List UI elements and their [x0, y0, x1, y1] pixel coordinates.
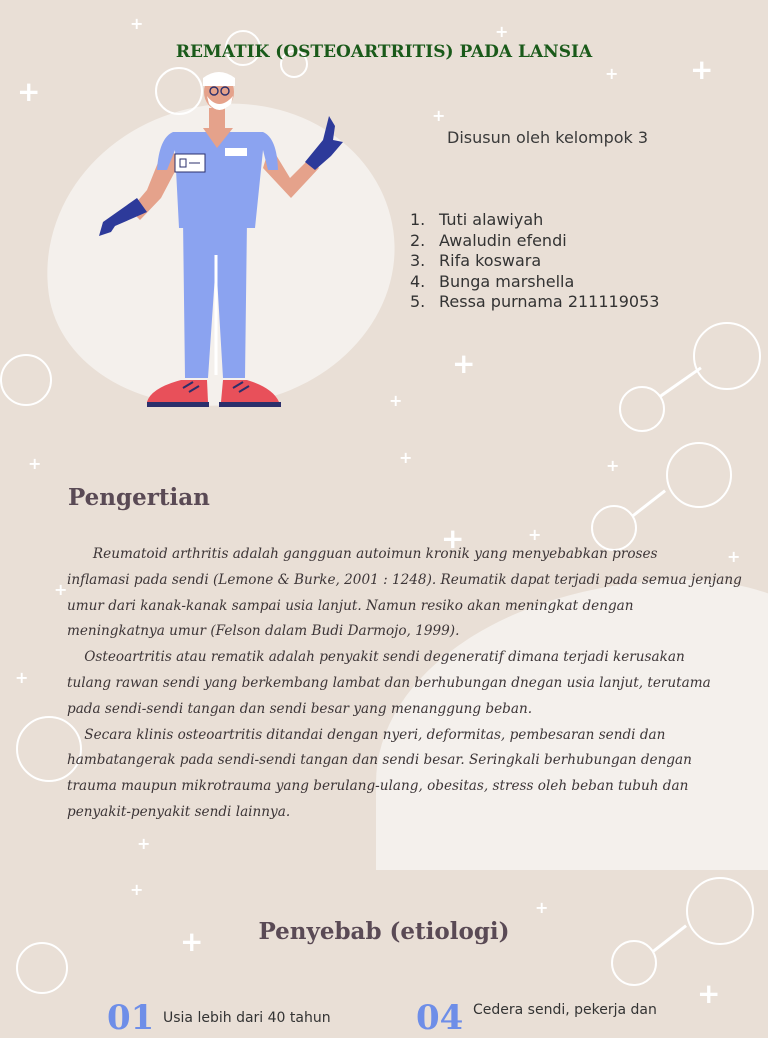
decorative-plus: + [180, 925, 204, 958]
cause-text: Usia lebih dari 40 tahun [163, 1010, 331, 1026]
list-item [410, 292, 659, 313]
text-line: Secara klinis osteoartritis ditandai dengan nyeri, deformitas, pembesaran sendi dan [67, 726, 666, 743]
member-list [410, 210, 659, 313]
cause-number: 01 [107, 998, 155, 1038]
member-name: Awaludin efendi [439, 230, 567, 250]
member-name: Rifa koswara [439, 251, 542, 270]
list-item [410, 251, 659, 272]
text-line: pada sendi-sendi tangan dan sendi besar yang menanggung beban. [67, 700, 533, 717]
member-name: Ressa purnama 211119053 [439, 292, 660, 311]
decorative-plus: + [399, 448, 413, 467]
decorative-ring [693, 322, 761, 390]
decorative-plus: + [605, 64, 619, 83]
decorative-plus: + [54, 580, 68, 599]
decorative-plus: + [495, 22, 509, 41]
decorative-ring [666, 442, 732, 508]
text-line: hambatangerak pada sendi-sendi tangan dan sendi besar. Seringkali berhubungan dengan [67, 752, 692, 769]
decorative-plus: + [727, 547, 741, 566]
decorative-plus: + [130, 14, 144, 33]
list-item [410, 210, 659, 231]
decorative-plus: + [441, 522, 465, 555]
text-line: tulang rawan sendi yang berkembang lambat dan berhubungan dnegan usia lanjut, terutama [67, 674, 711, 691]
decorative-connector [631, 489, 666, 517]
text-line: penyakit-penyakit sendi lainnya. [67, 803, 291, 820]
decorative-ring [611, 940, 657, 986]
text-line: trauma maupun mikrotrauma yang berulang-ulang, obesitas, stress oleh beban tubuh dan [67, 778, 689, 795]
member-name: Bunga marshella [439, 271, 575, 291]
member-name: Tuti alawiyah [439, 210, 544, 229]
list-number: 1. [410, 210, 426, 229]
section-heading-penyebab: Penyebab (etiologi) [258, 918, 510, 945]
cause-number: 04 [416, 998, 464, 1038]
list-number: 3. [410, 251, 426, 270]
decorative-ring [619, 386, 665, 432]
author-byline: Disusun oleh kelompok 3 [447, 128, 649, 147]
decorative-ring [0, 354, 52, 406]
decorative-plus: + [389, 391, 403, 410]
list-item [410, 231, 659, 252]
decorative-ring [16, 942, 68, 994]
decorative-plus: + [528, 525, 542, 544]
text-line: inflamasi pada sendi (Lemone & Burke, 2001 : 1248). Reumatik dapat terjadi pada semua jenjang [67, 571, 742, 588]
pengertian-body [67, 542, 742, 826]
decorative-plus: + [130, 880, 144, 899]
decorative-plus: + [606, 456, 620, 475]
decorative-plus: + [28, 454, 42, 473]
list-number: 4. [410, 271, 426, 291]
text-line: Osteoartritis atau rematik adalah penyakit sendi degeneratif dimana terjadi kerusakan [67, 649, 685, 666]
decorative-plus: + [15, 668, 29, 687]
decorative-plus: + [17, 75, 41, 108]
decorative-plus: + [452, 347, 476, 380]
cause-text: Cedera sendi, pekerja dan [473, 1002, 657, 1018]
doctor-illustration [95, 70, 355, 415]
list-number: 2. [410, 230, 426, 250]
decorative-plus: + [432, 106, 446, 125]
decorative-plus: + [690, 53, 714, 86]
decorative-plus: + [137, 834, 151, 853]
section-heading-pengertian: Pengertian [68, 484, 210, 511]
text-line: Reumatoid arthritis adalah gangguan autoimun kronik yang menyebabkan proses [67, 546, 658, 562]
decorative-connector [659, 367, 702, 398]
decorative-plus: + [697, 977, 721, 1010]
list-item [410, 272, 659, 293]
decorative-plus: + [535, 898, 549, 917]
text-line: umur dari kanak-kanak sampai usia lanjut. Namun resiko akan meningkat dengan [67, 597, 634, 614]
text-line: meningkatnya umur (Felson dalam Budi Darmojo, 1999). [67, 623, 460, 640]
list-number: 5. [410, 292, 426, 311]
document-title: REMATIK (OSTEOARTRITIS) PADA LANSIA [175, 42, 593, 62]
